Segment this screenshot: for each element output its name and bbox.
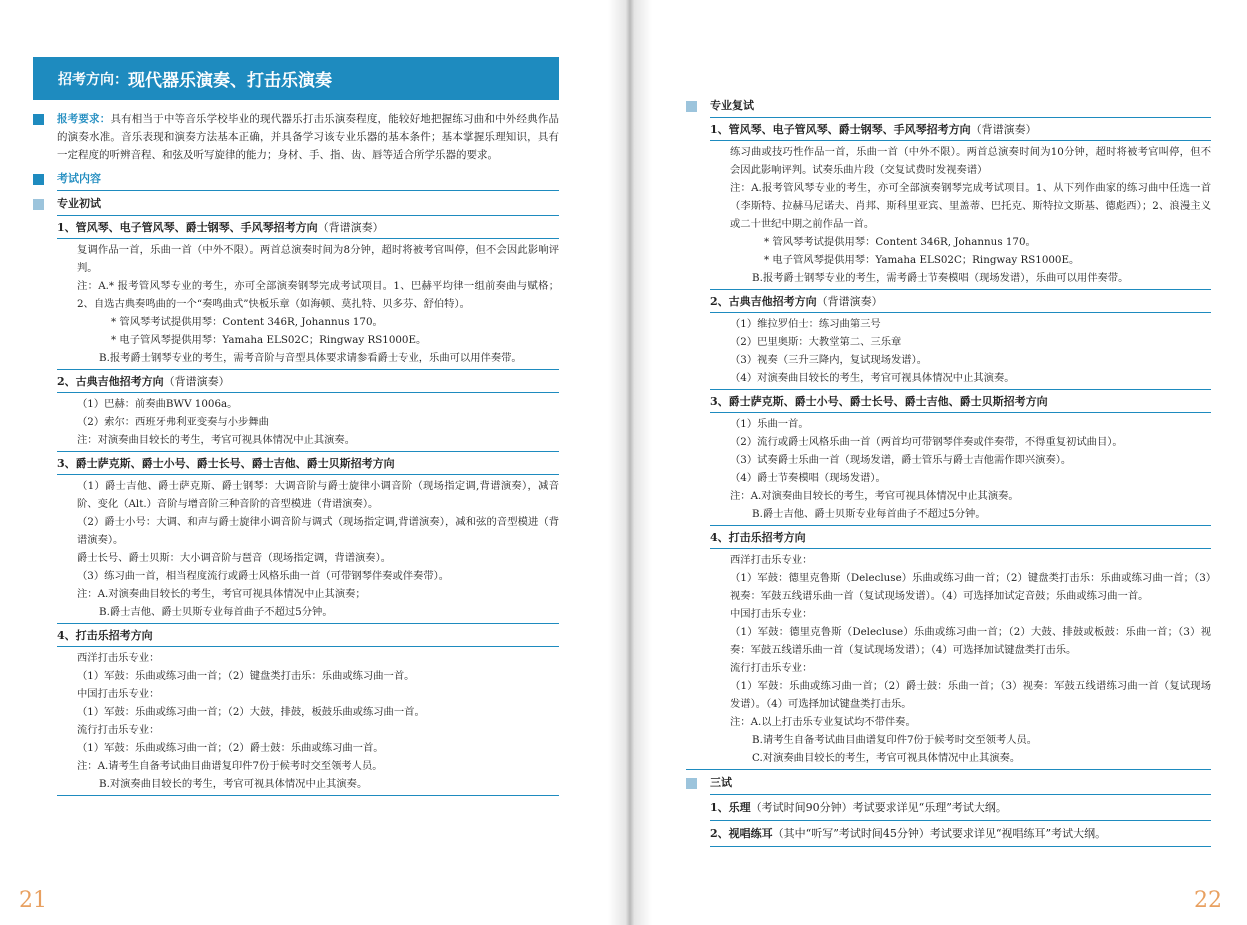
body-line: （3）练习曲一首，相当程度流行或爵士风格乐曲一首（可带钢琴伴奏或伴奏带）。 — [77, 570, 450, 582]
retest-jazz-body — [730, 413, 1211, 525]
body-line: （3）视奏（三升三降内，复试现场发谱）。 — [730, 354, 928, 366]
section-percussion-body — [77, 647, 559, 795]
section-title-text: 3、爵士萨克斯、爵士小号、爵士长号、爵士吉他、爵士贝斯招考方向 — [710, 395, 1048, 408]
body-line: （4）爵士节奏模唱（现场发谱）。 — [730, 472, 886, 484]
section-title-text: 1、管风琴、电子管风琴、爵士钢琴、手风琴招考方向 — [710, 123, 971, 136]
divider — [57, 795, 559, 796]
body-line: 注：A.请考生自备考试曲目曲谱复印件7份于候考时交至领考人员。 — [77, 760, 383, 772]
body-line: B.对演奏曲目较长的考生，考官可视具体情况中止其演奏。 — [99, 778, 368, 790]
section-title-note: （背谱演奏） — [970, 123, 1037, 136]
body-line: 中国打击乐专业： — [77, 688, 160, 700]
retest-organ-body — [730, 141, 1211, 289]
body-line: * 电子管风琴提供用琴：Yamaha ELS02C；Ringway RS1000E。 — [111, 334, 427, 346]
retest-guitar-title — [710, 290, 1211, 312]
body-line: （2）巴里奥斯：大教堂第二、三乐章 — [730, 336, 902, 348]
section-title-note: （其中“听写”考试时间45分钟）考试要求详见“视唱练耳”考试大纲。 — [772, 827, 1107, 840]
body-line: 注：A.以上打击乐专业复试均不带伴奏。 — [730, 716, 916, 728]
section-organ-body — [77, 239, 559, 369]
section-header-bar — [33, 57, 559, 100]
header-title: 现代器乐演奏、打击乐演奏 — [128, 71, 332, 91]
body-line: （1）军鼓：乐曲或练习曲一首；（2）大鼓，排鼓，板鼓乐曲或练习曲一首。 — [77, 706, 425, 718]
section-title-text: 2、视唱练耳 — [710, 827, 773, 840]
section-title-note: （考试时间90分钟）考试要求详见“乐理”考试大纲。 — [750, 801, 1007, 814]
retest-label: 专业复试 — [710, 99, 754, 112]
first-round-heading — [33, 195, 559, 213]
retest-jazz-title — [710, 390, 1211, 412]
body-line: 练习曲或技巧性作品一首，乐曲一首（中外不限）。两首总演奏时间为10分钟，超时将被考官叫停，但不会因此影响评判。试奏乐曲片段（交复试费时发视奏谱） — [730, 146, 1211, 176]
section-title-text: 3、爵士萨克斯、爵士小号、爵士长号、爵士吉他、爵士贝斯招考方向 — [57, 457, 395, 470]
square-bullet-icon — [686, 101, 697, 112]
section-title-note: （背谱演奏） — [163, 375, 230, 388]
book-gutter-shadow — [608, 0, 652, 925]
body-line: （1）军鼓：德里克鲁斯（Delecluse）乐曲或练习曲一首；（2）大鼓、排鼓或板鼓：乐曲一首；（3）视奏：军鼓五线谱乐曲一首（复试现场发谱）；（4）可选择加试键盘类打击乐。 — [730, 626, 1211, 656]
body-line: （3）试奏爵士乐曲一首（现场发谱，爵士管乐与爵士吉他需作即兴演奏）。 — [730, 454, 1072, 466]
requirement-text: 具有相当于中等音乐学校毕业的现代器乐打击乐演奏程度，能较好地把握练习曲和中外经典作品的演奏水准。音乐表现和演奏方法基本正确，并具备学习该专业乐器的基本条件；基本掌握乐理知识，具有一定程度的听辨音程、和弦及听写旋律的能力；身材、手、指、齿、唇等适合所学乐器的要求。 — [57, 113, 560, 161]
body-line: 复调作品一首，乐曲一首（中外不限）。两首总演奏时间为8分钟，超时将被考官叫停，但不会因此影响评判。 — [77, 244, 559, 274]
body-line: C.对演奏曲目较长的考生，考官可视具体情况中止其演奏。 — [752, 752, 1021, 764]
retest-heading — [686, 97, 1211, 115]
body-line: * 管风琴考试提供用琴：Content 346R, Johannus 170。 — [111, 316, 383, 328]
body-line: （1）军鼓：乐曲或练习曲一首；（2）爵士鼓：乐曲一首；（3）视奏：军鼓五线谱练习曲一首（复试现场发谱）。（4）可选择加试键盘类打击乐。 — [730, 680, 1211, 710]
body-line: 中国打击乐专业： — [730, 608, 813, 620]
body-line: （1）爵士吉他、爵士萨克斯、爵士钢琴：大调音阶与爵士旋律小调音阶（现场指定调,背谱演奏），减音阶、变化（Alt.）音阶与增音阶三种音阶的音型模进（背谱演奏）。 — [77, 480, 559, 510]
body-line: 流行打击乐专业： — [77, 724, 160, 736]
section-title-text: 2、古典吉他招考方向 — [710, 295, 817, 308]
exam-content-label: 考试内容 — [57, 172, 101, 185]
body-line: * 电子管风琴提供用琴：Yamaha ELS02C；Ringway RS1000E。 — [764, 254, 1080, 266]
body-line: （2）索尔：西班牙弗利亚变奏与小步舞曲 — [77, 416, 269, 428]
header-prefix: 招考方向： — [58, 71, 128, 88]
body-line: 注：A.报考管风琴专业的考生，亦可全部演奏钢琴完成考试项目。1、从下列作曲家的练习曲中任选一首（李斯特、拉赫马尼诺夫、肖邦、斯科里亚宾、里盖蒂、巴托克、斯特拉文斯基、德彪西）；2、浪漫主义或二十世纪中期之前作品一首。 — [730, 182, 1211, 230]
body-line: B.爵士吉他、爵士贝斯专业每首曲子不超过5分钟。 — [752, 508, 986, 520]
retest-guitar-body — [730, 313, 1211, 389]
page-number: 21 — [19, 888, 47, 913]
retest-percussion-title — [710, 526, 1211, 548]
third-round-heading — [686, 774, 1211, 792]
body-line: （1）乐曲一首。 — [730, 418, 809, 430]
section-guitar-title — [57, 370, 559, 392]
section-organ-title — [57, 216, 559, 238]
third-solfege-line — [710, 821, 1211, 846]
section-percussion-title — [57, 624, 559, 646]
section-title-text: 4、打击乐招考方向 — [57, 629, 153, 642]
requirement-block — [33, 110, 559, 164]
body-line: B.请考生自备考试曲目曲谱复印件7份于候考时交至领考人员。 — [752, 734, 1038, 746]
square-bullet-icon — [33, 114, 44, 125]
first-round-label: 专业初试 — [57, 197, 101, 210]
section-title-note: （背谱演奏） — [317, 221, 384, 234]
section-title-text: 4、打击乐招考方向 — [710, 531, 806, 544]
third-round-label: 三试 — [710, 776, 732, 789]
retest-organ-title — [710, 118, 1211, 140]
section-guitar-body — [77, 393, 559, 451]
section-title-text: 2、古典吉他招考方向 — [57, 375, 164, 388]
body-line: （2）爵士小号：大调、和声与爵士旋律小调音阶与调式（现场指定调,背谱演奏），减和弦的音型模进（背谱演奏）。 — [77, 516, 559, 546]
body-line: （1）军鼓：乐曲或练习曲一首；（2）爵士鼓：乐曲或练习曲一首。 — [77, 742, 384, 754]
right-content — [686, 95, 1211, 847]
section-jazz-body — [77, 475, 559, 623]
divider — [686, 769, 1211, 770]
square-bullet-icon — [33, 199, 44, 210]
requirement-paragraph — [57, 110, 559, 164]
body-line: 注：对演奏曲目较长的考生，考官可视具体情况中止其演奏。 — [77, 434, 356, 446]
exam-content-heading — [33, 170, 559, 188]
square-bullet-icon — [686, 778, 697, 789]
section-jazz-title — [57, 452, 559, 474]
requirement-lead: 报考要求： — [57, 113, 111, 125]
body-line: B.爵士吉他、爵士贝斯专业每首曲子不超过5分钟。 — [99, 606, 333, 618]
left-page — [0, 0, 622, 925]
body-line: （1）维拉罗伯士：练习曲第三号 — [730, 318, 881, 330]
divider — [710, 846, 1211, 847]
body-line: 爵士长号、爵士贝斯：大小调音阶与琶音（现场指定调，背谱演奏）。 — [77, 552, 392, 564]
body-line: （1）军鼓：乐曲或练习曲一首；（2）键盘类打击乐：乐曲或练习曲一首。 — [77, 670, 415, 682]
body-line: （1）军鼓：德里克鲁斯（Delecluse）乐曲或练习曲一首；（2）键盘类打击乐：乐曲或练习曲一首；（3）视奏：军鼓五线谱乐曲一首（复试现场发谱）。（4）可选择加试定音鼓；乐曲或练习曲一首。 — [730, 572, 1211, 602]
body-line: B.报考爵士钢琴专业的考生，需考爵士节奏模唱（现场发谱），乐曲可以用伴奏带。 — [752, 272, 1129, 284]
body-line: 西洋打击乐专业： — [77, 652, 160, 664]
section-title-note: （背谱演奏） — [816, 295, 883, 308]
body-line: B.报考爵士钢琴专业的考生，需考音阶与音型具体要求请参看爵士专业，乐曲可以用伴奏带。 — [99, 352, 522, 364]
body-line: 注：A.对演奏曲目较长的考生，考官可视具体情况中止其演奏； — [77, 588, 366, 600]
body-line: 注：A.对演奏曲目较长的考生，考官可视具体情况中止其演奏。 — [730, 490, 1019, 502]
body-line: 流行打击乐专业： — [730, 662, 813, 674]
body-line: （4）对演奏曲目较长的考生，考官可视具体情况中止其演奏。 — [730, 372, 1015, 384]
retest-percussion-body — [730, 549, 1211, 769]
body-line: 注：A.* 报考管风琴专业的考生，亦可全部演奏钢琴完成考试项目。1、巴赫平均律一组前奏曲与赋格；2、自选古典奏鸣曲的一个“奏鸣曲式”快板乐章（如海顿、莫扎特、贝多芬、舒伯特）。 — [77, 280, 559, 310]
third-theory-line — [710, 795, 1211, 820]
body-line: * 管风琴考试提供用琴：Content 346R, Johannus 170。 — [764, 236, 1036, 248]
body-line: 西洋打击乐专业： — [730, 554, 813, 566]
section-title-text: 1、乐理 — [710, 801, 751, 814]
left-content — [33, 108, 559, 796]
body-line: （1）巴赫：前奏曲BWV 1006a。 — [77, 398, 238, 410]
page-number: 22 — [1194, 888, 1222, 913]
body-line: （2）流行或爵士风格乐曲一首（两首均可带钢琴伴奏或伴奏带，不得重复初试曲目）。 — [730, 436, 1123, 448]
divider — [57, 190, 559, 191]
square-bullet-icon — [33, 174, 44, 185]
section-title-text: 1、管风琴、电子管风琴、爵士钢琴、手风琴招考方向 — [57, 221, 318, 234]
